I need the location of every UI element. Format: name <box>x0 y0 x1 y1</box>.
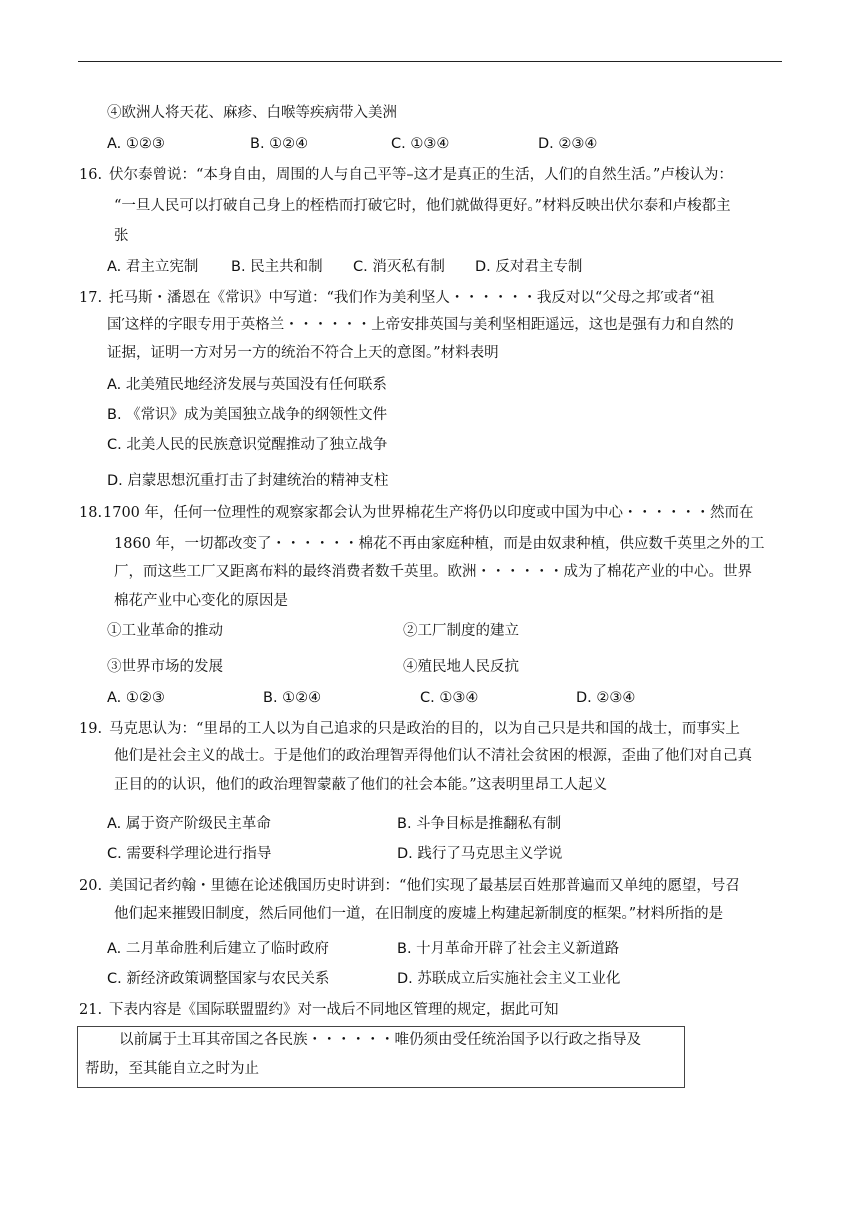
q16-option-c[interactable]: C. 消灭私有制 <box>353 259 445 275</box>
q19-stem-line-2: 他们是社会主义的战士。于是他们的政治理智弄得他们认不清社会贫困的根源，歪曲了他们对自己真 <box>114 748 752 764</box>
q18-stem-line-4: 棉花产业中心变化的原因是 <box>114 593 288 609</box>
q17-stem-line-1: 托马斯・潘恩在《常识》中写道：“我们作为美利坚人・・・・・・我反对以“父母之邦′或者“祖 <box>109 290 715 306</box>
q16-option-b[interactable]: B. 民主共和制 <box>231 259 323 275</box>
q15-option-c[interactable]: C. ①③④ <box>391 136 450 152</box>
q18-option-d[interactable]: D. ②③④ <box>576 690 636 706</box>
q17-option-a[interactable]: A. 北美殖民地经济发展与英国没有任何联系 <box>107 377 387 393</box>
q18-option-b[interactable]: B. ①②④ <box>263 690 322 706</box>
q19-stem-line-3: 正目的的认识，他们的政治理智蒙蔽了他们的社会本能。”这表明里昂工人起义 <box>114 777 608 793</box>
q19-option-c[interactable]: C. 需要科学理论进行指导 <box>107 846 272 862</box>
q20-option-a[interactable]: A. 二月革命胜利后建立了临时政府 <box>107 941 329 957</box>
q21-table-line-2: 帮助，至其能自立之时为止 <box>85 1061 259 1077</box>
q20-stem-line-2: 他们起来摧毁旧制度，然后同他们一道，在旧制度的废墟上构建起新制度的框架。”材料所指的是 <box>114 906 724 922</box>
q17-option-b[interactable]: B. 《常识》成为美国独立战争的纲领性文件 <box>107 407 388 423</box>
header-rule <box>78 61 782 62</box>
q15-item-4: ④欧洲人将天花、麻疹、白喉等疾病带入美洲 <box>107 105 397 121</box>
q17-option-c[interactable]: C. 北美人民的民族意识觉醒推动了独立战争 <box>107 437 388 453</box>
q18-stem-line-3: 厂，而这些工厂又距离布料的最终消费者数千英里。欧洲・・・・・・成为了棉花产业的中心。世界 <box>114 564 752 580</box>
q21-stem-line-1: 下表内容是《国际联盟盟约》对一战后不同地区管理的规定，据此可知 <box>109 1002 559 1018</box>
q19-stem-line-1: 马克思认为：“里昂的工人以为自己追求的只是政治的目的，以为自己只是共和国的战士，而事实上 <box>109 721 740 737</box>
q19-option-b[interactable]: B. 斗争目标是推翻私有制 <box>397 816 562 832</box>
q20-number: 20. <box>79 878 103 894</box>
q20-stem-line-1: 美国记者约翰・里德在论述俄国历史时讲到：“他们实现了最基层百姓那普遍而又单纯的愿望，号召 <box>109 878 740 894</box>
q16-option-d[interactable]: D. 反对君主专制 <box>475 259 583 275</box>
q17-option-d[interactable]: D. 启蒙思想沉重打击了封建统治的精神支柱 <box>107 473 389 489</box>
q15-option-b[interactable]: B. ①②④ <box>250 136 309 152</box>
q16-number: 16. <box>79 167 103 183</box>
q18-item-4: ④殖民地人民反抗 <box>403 659 519 675</box>
q17-number: 17. <box>79 290 103 306</box>
q21-number: 21. <box>79 1002 103 1018</box>
q18-item-2: ②工厂制度的建立 <box>403 623 519 639</box>
q16-option-a[interactable]: A. 君主立宪制 <box>107 259 199 275</box>
q18-item-3: ③世界市场的发展 <box>107 659 223 675</box>
q18-stem-line-1: 1700 年，任何一位理性的观察家都会认为世界棉花生产将仍以印度或中国为中心・・・・・・然而在 <box>103 505 754 521</box>
q17-stem-line-3: 证据，证明一方对另一方的统治不符合上天的意图。”材料表明 <box>107 345 499 361</box>
q16-stem-line-1: 伏尔泰曾说：“本身自由，周围的人与自己平等–这才是真正的生活，人们的自然生活。”卢梭认为： <box>109 167 733 183</box>
q18-option-c[interactable]: C. ①③④ <box>420 690 479 706</box>
q19-option-a[interactable]: A. 属于资产阶级民主革命 <box>107 816 271 832</box>
q17-stem-line-2: 国′这样的字眼专用于英格兰・・・・・・上帝安排英国与美利坚相距遥远，这也是强有力和自然的 <box>107 317 734 333</box>
q15-option-d[interactable]: D. ②③④ <box>538 136 598 152</box>
q20-option-b[interactable]: B. 十月革命开辟了社会主义新道路 <box>397 941 620 957</box>
q20-option-d[interactable]: D. 苏联成立后实施社会主义工业化 <box>397 971 621 987</box>
q19-number: 19. <box>79 721 103 737</box>
q20-option-c[interactable]: C. 新经济政策调整国家与农民关系 <box>107 971 330 987</box>
q18-option-a[interactable]: A. ①②③ <box>107 690 165 706</box>
q16-stem-line-2: “一旦人民可以打破自己身上的桎梏而打破它时，他们就做得更好。”材料反映出伏尔泰和卢梭都主 <box>114 198 731 214</box>
q15-option-a[interactable]: A. ①②③ <box>107 136 165 152</box>
q21-table-line-1: 以前属于土耳其帝国之各民族・・・・・・唯仍须由受任统治国予以行政之指导及 <box>119 1032 641 1048</box>
q16-stem-line-3: 张 <box>114 228 129 244</box>
q18-number: 18. <box>79 505 103 521</box>
q19-option-d[interactable]: D. 践行了马克思主义学说 <box>397 846 563 862</box>
q18-item-1: ①工业革命的推动 <box>107 623 223 639</box>
q18-stem-line-2: 1860 年，一切都改变了・・・・・・棉花不再由家庭种植，而是由奴隶种植，供应数千英里之外的工 <box>114 536 765 552</box>
